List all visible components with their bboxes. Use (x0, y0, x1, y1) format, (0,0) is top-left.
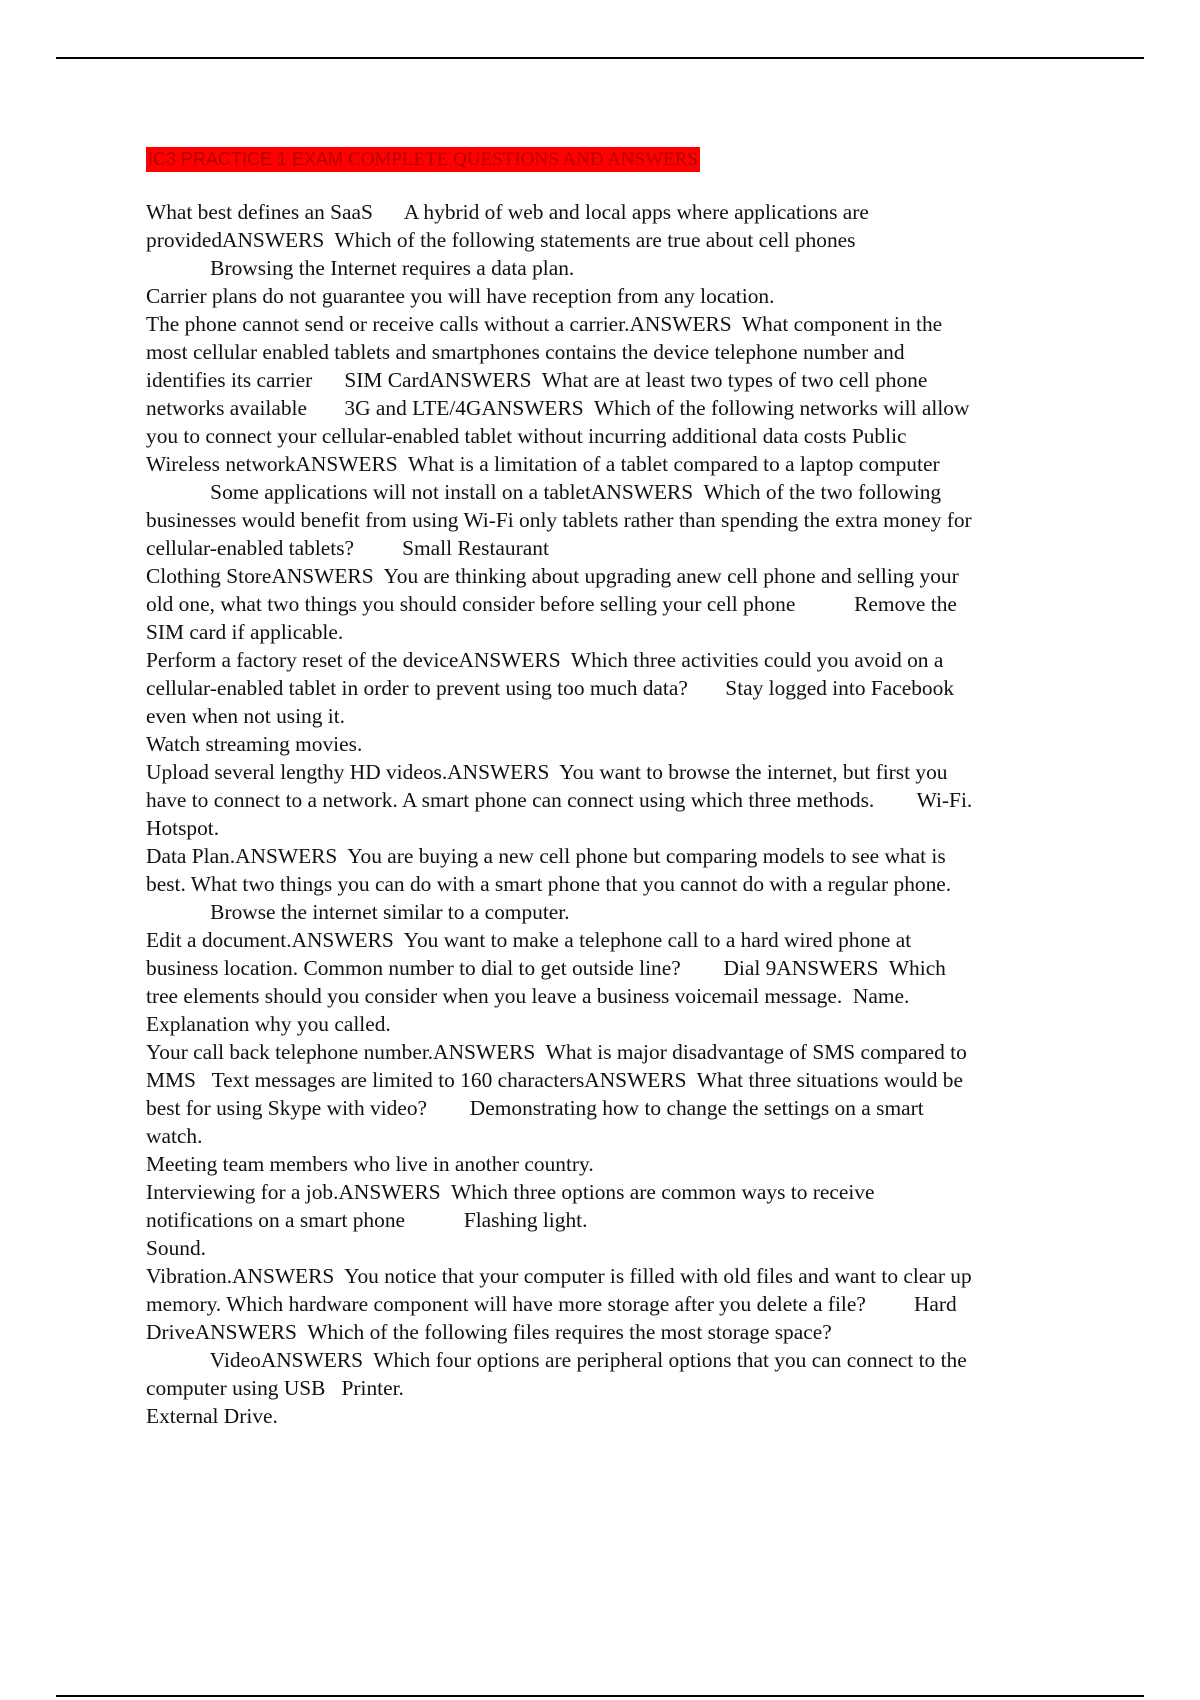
text-line: Meeting team members who live in another country. (146, 1152, 594, 1176)
text-line: notifications on a smart phone Flashing light. (146, 1208, 588, 1232)
text-line: Interviewing for a job.ANSWERS Which three options are common ways to receive (146, 1180, 875, 1204)
document-body (146, 146, 1086, 1430)
document-title (146, 147, 700, 172)
text-line: providedANSWERS Which of the following statements are true about cell phones (146, 228, 856, 252)
text-line: have to connect to a network. A smart phone can connect using which three methods. Wi-Fi. (146, 788, 973, 812)
text-line: Data Plan.ANSWERS You are buying a new cell phone but comparing models to see what is (146, 844, 946, 868)
text-line: Edit a document.ANSWERS You want to make a telephone call to a hard wired phone at (146, 928, 912, 952)
text-line: business location. Common number to dial to get outside line? Dial 9ANSWERS Which (146, 956, 946, 980)
text-line: Perform a factory reset of the deviceANSWERS Which three activities could you avoid on a (146, 648, 944, 672)
text-line: watch. (146, 1124, 203, 1148)
title-part-1: IC3 PRACTICE 1 EXAM (148, 149, 349, 169)
text-line: Carrier plans do not guarantee you will have reception from any location. (146, 284, 775, 308)
text-line: Your call back telephone number.ANSWERS What is major disadvantage of SMS compared to (146, 1040, 967, 1064)
text-line: DriveANSWERS Which of the following files requires the most storage space? (146, 1320, 832, 1344)
text-line: businesses would benefit from using Wi-Fi only tablets rather than spending the extra money for (146, 508, 972, 532)
text-line: Sound. (146, 1236, 207, 1260)
text-line: Wireless networkANSWERS What is a limitation of a tablet compared to a laptop computer (146, 452, 940, 476)
text-line: best. What two things you can do with a smart phone that you cannot do with a regular phone. (146, 872, 952, 896)
text-line: best for using Skype with video? Demonstrating how to change the settings on a smart (146, 1096, 924, 1120)
title-part-2: COMPLETE QUESTIONS AND ANSWERS (348, 149, 699, 170)
text-line: Vibration.ANSWERS You notice that your computer is filled with old files and want to clear up (146, 1264, 972, 1288)
text-line: Clothing StoreANSWERS You are thinking about upgrading anew cell phone and selling your (146, 564, 959, 588)
text-line: memory. Which hardware component will have more storage after you delete a file? Hard (146, 1292, 957, 1316)
footer-rule (56, 1695, 1144, 1697)
text-line: tree elements should you consider when you leave a business voicemail message. Name. (146, 984, 910, 1008)
qa-text-block (146, 198, 1086, 1430)
text-line: SIM card if applicable. (146, 620, 344, 644)
text-line: old one, what two things you should consider before selling your cell phone Remove the (146, 592, 957, 616)
text-line: Explanation why you called. (146, 1012, 391, 1036)
text-line: you to connect your cellular-enabled tablet without incurring additional data costs Public (146, 424, 907, 448)
text-line: Upload several lengthy HD videos.ANSWERS You want to browse the internet, but first you (146, 760, 948, 784)
header-rule (56, 57, 1144, 59)
text-line: most cellular enabled tablets and smartphones contains the device telephone number and (146, 340, 905, 364)
text-line: Some applications will not install on a tabletANSWERS Which of the two following (146, 480, 942, 504)
text-line: networks available 3G and LTE/4GANSWERS Which of the following networks will allow (146, 396, 970, 420)
text-line: What best defines an SaaS A hybrid of web and local apps where applications are (146, 200, 869, 224)
text-line: Browse the internet similar to a computer. (146, 900, 570, 924)
text-line: Hotspot. (146, 816, 220, 840)
text-line: Watch streaming movies. (146, 732, 363, 756)
text-line: External Drive. (146, 1404, 278, 1428)
text-line: computer using USB Printer. (146, 1376, 404, 1400)
text-line: Browsing the Internet requires a data plan. (146, 256, 575, 280)
text-line: cellular-enabled tablet in order to prevent using too much data? Stay logged into Facebook (146, 676, 955, 700)
text-line: cellular-enabled tablets? Small Restaurant (146, 536, 549, 560)
text-line: even when not using it. (146, 704, 346, 728)
text-line: MMS Text messages are limited to 160 charactersANSWERS What three situations would be (146, 1068, 963, 1092)
text-line: VideoANSWERS Which four options are peripheral options that you can connect to the (146, 1348, 967, 1372)
text-line: The phone cannot send or receive calls without a carrier.ANSWERS What component in the (146, 312, 943, 336)
text-line: identifies its carrier SIM CardANSWERS What are at least two types of two cell phone (146, 368, 928, 392)
